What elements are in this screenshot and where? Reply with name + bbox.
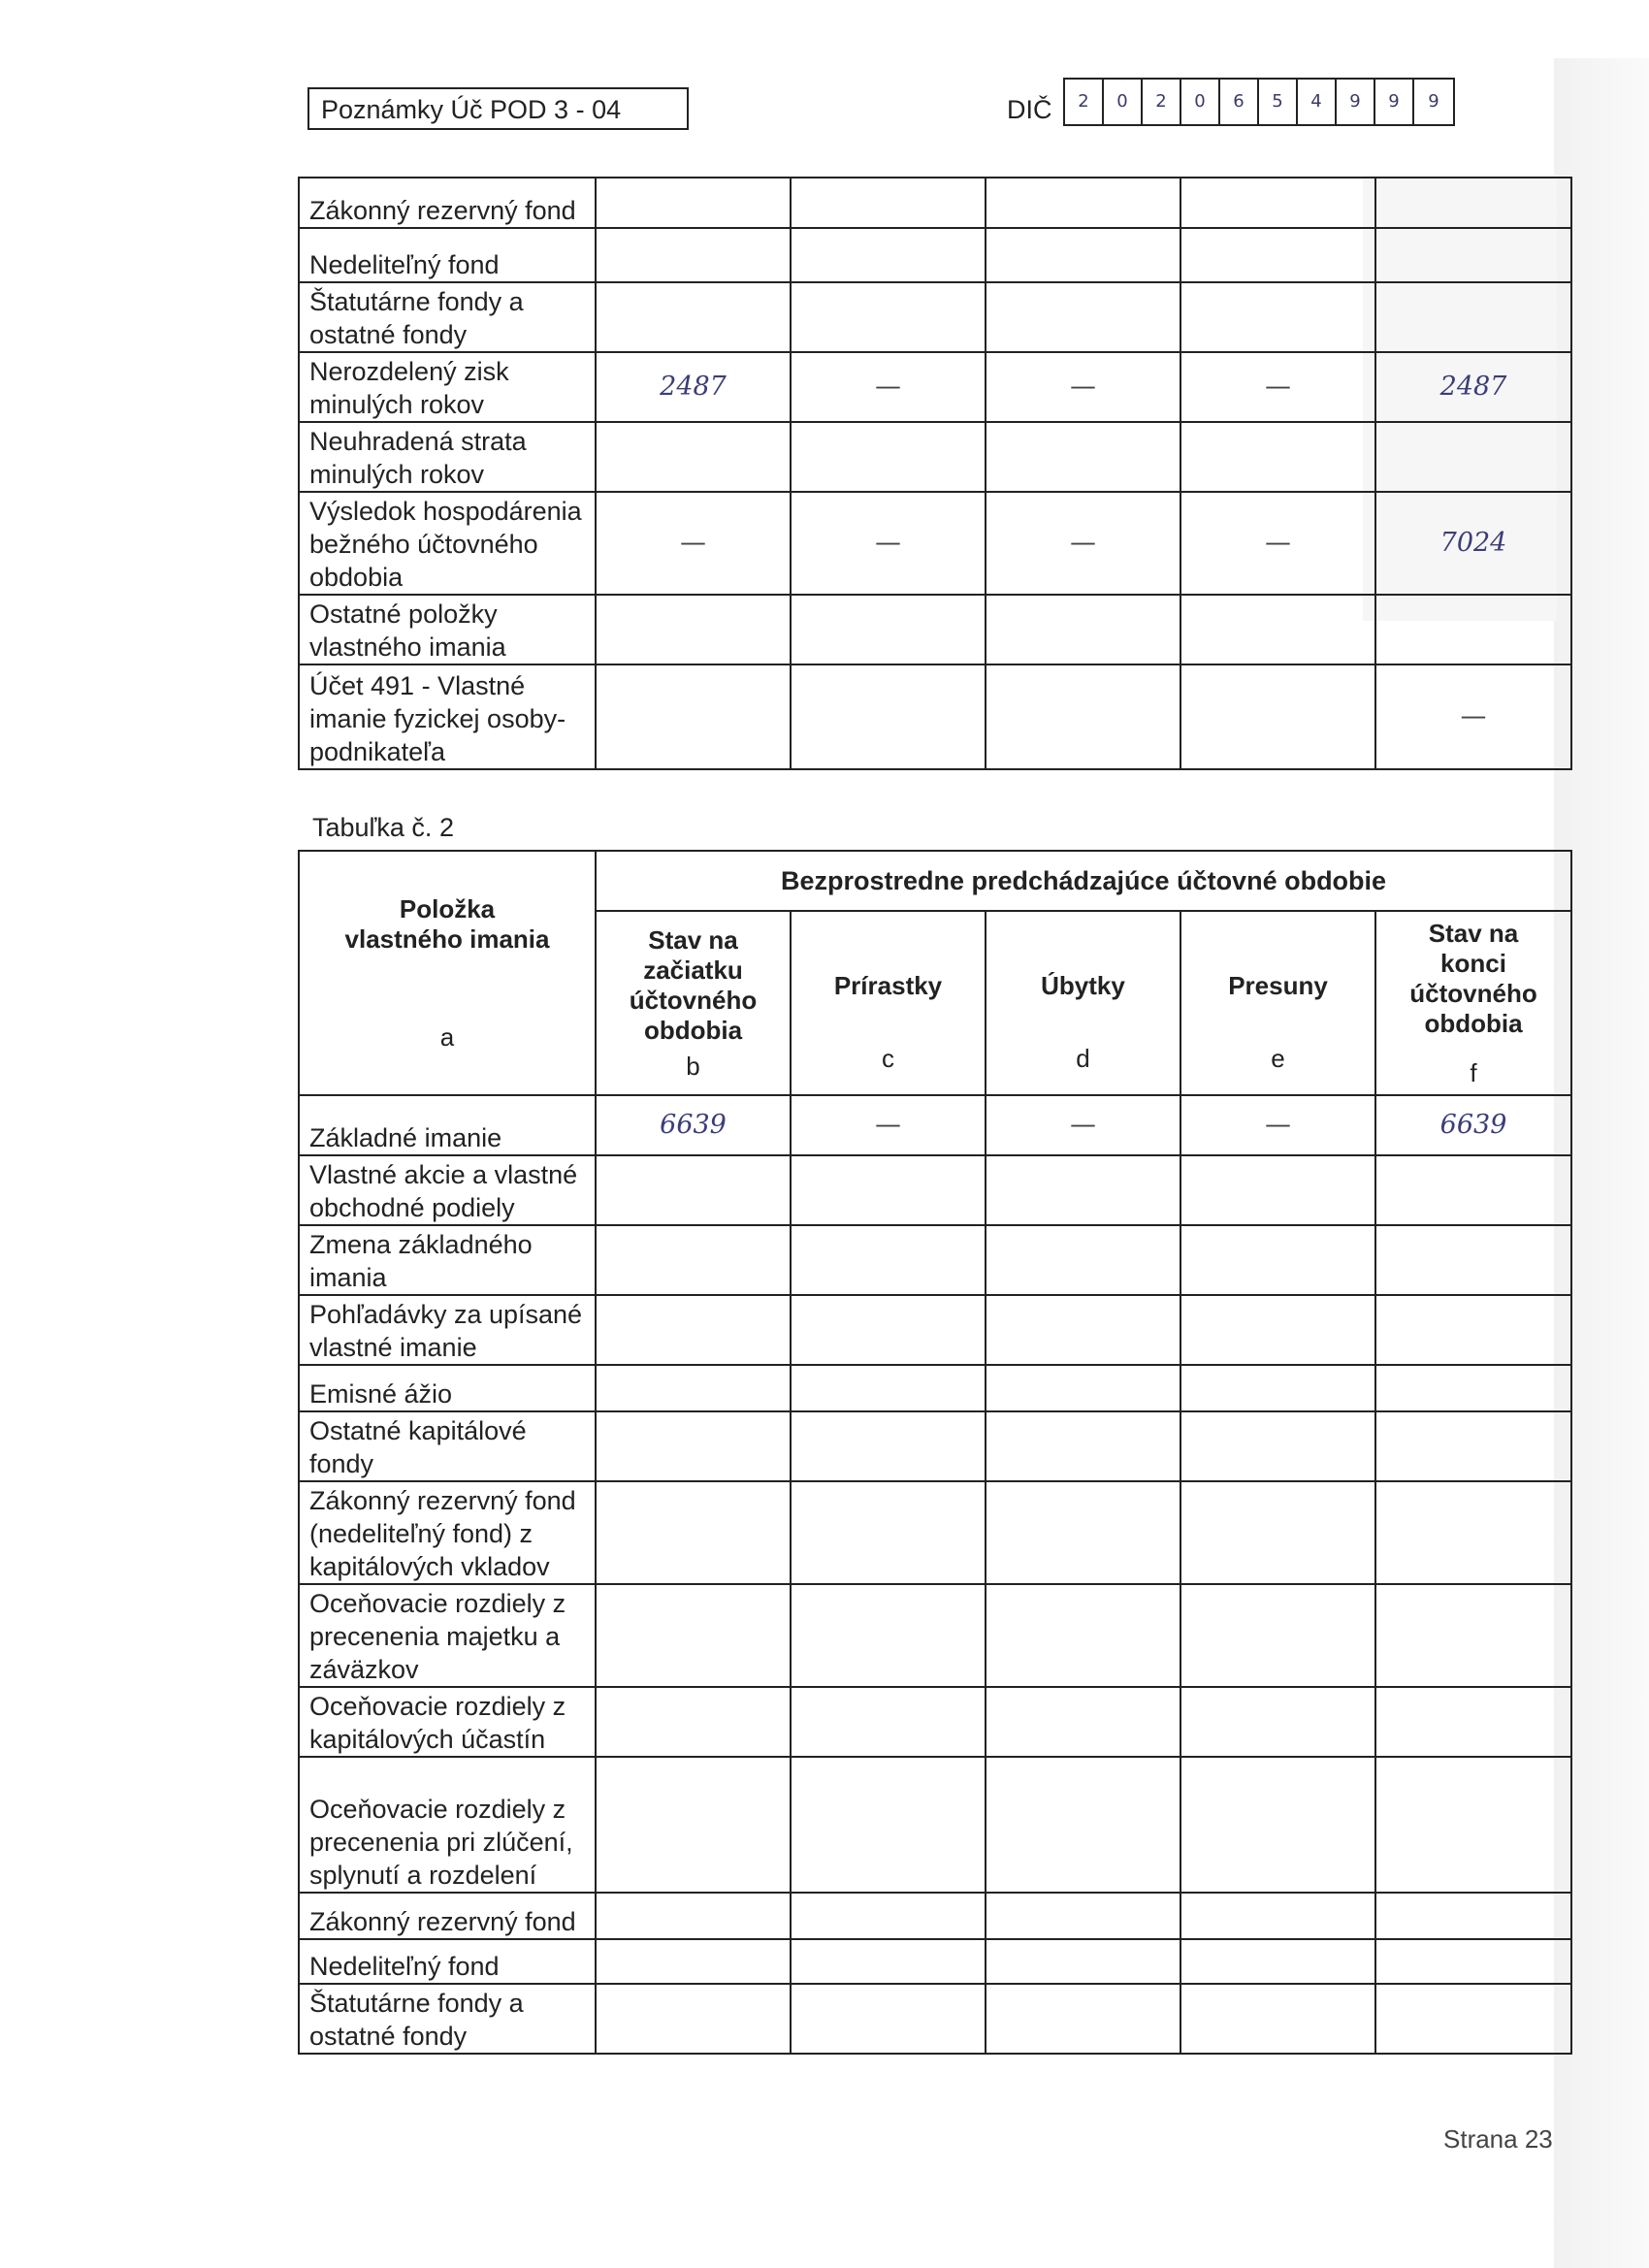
table-header-row [299, 851, 1571, 911]
value-cell[interactable] [596, 1939, 791, 1984]
value-cell[interactable] [791, 422, 986, 492]
value-cell[interactable] [986, 1481, 1180, 1584]
row-label: Výsledok hospodárenia bežného účtovného obdobia [299, 492, 596, 595]
handwritten-dash[interactable]: — [791, 352, 986, 422]
value-cell[interactable] [1375, 1295, 1571, 1365]
handwritten-dash[interactable]: — [1375, 664, 1571, 769]
dic-digit[interactable]: 4 [1298, 80, 1337, 124]
row-label: Oceňovacie rozdiely z kapitálových účastín [299, 1687, 596, 1757]
value-cell[interactable] [1180, 422, 1375, 492]
value-cell[interactable] [1375, 595, 1571, 664]
column-header-reductions [986, 911, 1180, 1095]
value-cell[interactable] [1375, 1757, 1571, 1893]
table-row [299, 492, 1571, 595]
value-cell[interactable] [986, 1687, 1180, 1757]
value-cell[interactable] [1375, 1939, 1571, 1984]
row-label: Neuhradená strata minulých rokov [299, 422, 596, 492]
table-row [299, 1365, 1571, 1411]
row-label: Nedeliteľný fond [299, 1939, 596, 1984]
dic-digit[interactable]: 2 [1065, 80, 1104, 124]
value-cell[interactable] [1180, 1757, 1375, 1893]
column-header-end [1375, 911, 1571, 1095]
table-row [299, 1481, 1571, 1584]
column-letter: e [1271, 1044, 1285, 1073]
value-cell[interactable] [791, 664, 986, 769]
value-cell[interactable] [1180, 1687, 1375, 1757]
value-cell[interactable] [791, 1939, 986, 1984]
value-cell[interactable] [1375, 178, 1571, 228]
row-label: Zákonný rezervný fond (nedeliteľný fond) z kapitálových vkladov [299, 1481, 596, 1584]
table-row [299, 178, 1571, 228]
value-cell[interactable] [596, 1687, 791, 1757]
column-letter: c [882, 1044, 894, 1073]
table-row [299, 282, 1571, 352]
item-header-label: Položka vlastného imania [344, 893, 550, 954]
value-cell[interactable] [1180, 1365, 1375, 1411]
value-cell[interactable] [1375, 1365, 1571, 1411]
dic-digit[interactable]: 9 [1375, 80, 1414, 124]
row-label: Zákonný rezervný fond [299, 178, 596, 228]
value-cell[interactable] [1180, 664, 1375, 769]
row-label: Ostatné položky vlastného imania [299, 595, 596, 664]
handwritten-value[interactable]: 6639 [1375, 1095, 1571, 1155]
value-cell[interactable] [986, 1411, 1180, 1481]
value-cell[interactable] [791, 1411, 986, 1481]
value-cell[interactable] [1180, 1295, 1375, 1365]
value-cell[interactable] [1180, 595, 1375, 664]
page-number: Strana 23 [1443, 2124, 1553, 2154]
column-letter: b [686, 1051, 700, 1081]
column-header-additions [791, 911, 986, 1095]
value-cell[interactable] [1375, 422, 1571, 492]
value-cell[interactable] [1375, 1984, 1571, 2054]
value-cell[interactable] [1180, 1939, 1375, 1984]
equity-table-continued [298, 177, 1572, 770]
value-cell[interactable] [791, 1365, 986, 1411]
value-cell[interactable] [986, 664, 1180, 769]
handwritten-value[interactable]: 7024 [1375, 492, 1571, 595]
value-cell[interactable] [596, 1893, 791, 1939]
value-cell[interactable] [1375, 228, 1571, 282]
value-cell[interactable] [986, 1365, 1180, 1411]
column-letter: a [439, 1021, 455, 1052]
column-header-label: Úbytky [1041, 971, 1125, 1000]
value-cell[interactable] [986, 595, 1180, 664]
value-cell[interactable] [1180, 1584, 1375, 1687]
handwritten-dash[interactable]: — [1180, 492, 1375, 595]
table-row [299, 1295, 1571, 1365]
handwritten-dash[interactable]: — [986, 352, 1180, 422]
value-cell[interactable] [1180, 1225, 1375, 1295]
table-row [299, 1687, 1571, 1757]
table-row [299, 352, 1571, 422]
value-cell[interactable] [1180, 1984, 1375, 2054]
value-cell[interactable] [596, 595, 791, 664]
value-cell[interactable] [596, 1295, 791, 1365]
value-cell[interactable] [986, 1225, 1180, 1295]
table-row [299, 1411, 1571, 1481]
dic-digit[interactable]: 0 [1181, 80, 1220, 124]
value-cell[interactable] [791, 282, 986, 352]
handwritten-dash[interactable]: — [1180, 352, 1375, 422]
value-cell[interactable] [791, 1687, 986, 1757]
value-cell[interactable] [986, 1984, 1180, 2054]
handwritten-dash[interactable]: — [596, 492, 791, 595]
column-header-label: Stav na začiatku účtovného obdobia [629, 924, 758, 1045]
dic-digit[interactable]: 9 [1428, 91, 1439, 112]
handwritten-dash[interactable]: — [986, 492, 1180, 595]
value-cell[interactable] [1375, 1584, 1571, 1687]
value-cell[interactable] [1375, 1893, 1571, 1939]
value-cell[interactable] [1375, 1687, 1571, 1757]
value-cell[interactable] [596, 1984, 791, 2054]
dic-digit[interactable]: 5 [1259, 80, 1298, 124]
row-label: Zmena základného imania [299, 1225, 596, 1295]
table-row [299, 664, 1571, 769]
column-header-label: Prírastky [833, 971, 943, 1000]
row-label: Vlastné akcie a vlastné obchodné podiely [299, 1155, 596, 1225]
item-column-header [299, 851, 596, 1095]
value-cell[interactable] [791, 178, 986, 228]
column-header-label: Presuny [1228, 971, 1328, 1000]
value-cell[interactable] [791, 1155, 986, 1225]
column-letter: f [1470, 1057, 1477, 1087]
value-cell[interactable] [596, 422, 791, 492]
value-cell[interactable] [791, 1984, 986, 2054]
value-cell[interactable] [596, 1155, 791, 1225]
table-row [299, 1893, 1571, 1939]
value-cell[interactable] [986, 1939, 1180, 1984]
value-cell[interactable] [791, 1893, 986, 1939]
value-cell[interactable] [986, 1757, 1180, 1893]
value-cell[interactable] [1375, 282, 1571, 352]
value-cell[interactable] [596, 1365, 791, 1411]
handwritten-dash[interactable]: — [1180, 1095, 1375, 1155]
row-label: Štatutárne fondy a ostatné fondy [299, 1984, 596, 2054]
value-cell[interactable] [1180, 1893, 1375, 1939]
table-row [299, 1939, 1571, 1984]
handwritten-value[interactable]: 6639 [596, 1095, 791, 1155]
row-label: Emisné ážio [299, 1365, 596, 1411]
row-label: Štatutárne fondy a ostatné fondy [299, 282, 596, 352]
value-cell[interactable] [1180, 1155, 1375, 1225]
value-cell[interactable] [596, 1225, 791, 1295]
value-cell[interactable] [791, 595, 986, 664]
dic-digit[interactable]: 0 [1104, 80, 1143, 124]
value-cell[interactable] [1180, 1411, 1375, 1481]
handwritten-dash[interactable]: — [791, 1095, 986, 1155]
column-header-start [596, 911, 791, 1095]
column-header-transfers [1180, 911, 1375, 1095]
dic-digit[interactable]: 2 [1143, 80, 1181, 124]
table-row [299, 1225, 1571, 1295]
value-cell[interactable] [986, 1295, 1180, 1365]
table-row [299, 1584, 1571, 1687]
value-cell[interactable] [1180, 178, 1375, 228]
value-cell[interactable] [791, 1225, 986, 1295]
value-cell[interactable] [986, 1155, 1180, 1225]
row-label: Zákonný rezervný fond [299, 1893, 596, 1939]
row-label: Oceňovacie rozdiely z precenenia majetku a záväzkov [299, 1584, 596, 1687]
value-cell[interactable] [986, 228, 1180, 282]
table-row [299, 1984, 1571, 2054]
value-cell[interactable] [596, 228, 791, 282]
value-cell[interactable] [596, 1584, 791, 1687]
value-cell[interactable] [1375, 1411, 1571, 1481]
dic-digit-boxes [1063, 78, 1455, 126]
value-cell[interactable] [596, 664, 791, 769]
table-row [299, 422, 1571, 492]
value-cell[interactable] [596, 282, 791, 352]
handwritten-value[interactable]: 2487 [596, 352, 791, 422]
value-cell[interactable] [791, 1295, 986, 1365]
equity-changes-table [298, 850, 1572, 2055]
table-caption: Tabuľka č. 2 [312, 813, 454, 842]
value-cell[interactable] [596, 1757, 791, 1893]
value-cell[interactable] [1180, 228, 1375, 282]
row-label: Nerozdelený zisk minulých rokov [299, 352, 596, 422]
handwritten-dash[interactable]: — [986, 1095, 1180, 1155]
row-label: Účet 491 - Vlastné imanie fyzickej osoby-podnikateľa [299, 664, 596, 769]
dic-digit[interactable]: 9 [1337, 80, 1375, 124]
value-cell[interactable] [1375, 1155, 1571, 1225]
column-header-label: Stav na konci účtovného obdobia [1409, 918, 1537, 1038]
value-cell[interactable] [1375, 1225, 1571, 1295]
value-cell[interactable] [791, 1481, 986, 1584]
value-cell[interactable] [596, 1481, 791, 1584]
value-cell[interactable] [986, 178, 1180, 228]
value-cell[interactable] [1180, 282, 1375, 352]
value-cell[interactable] [596, 178, 791, 228]
dic-digit[interactable]: 6 [1220, 80, 1259, 124]
value-cell[interactable] [986, 1893, 1180, 1939]
period-header: Bezprostredne predchádzajúce účtovné obdobie [596, 851, 1571, 911]
row-label: Ostatné kapitálové fondy [299, 1411, 596, 1481]
value-cell[interactable] [791, 1757, 986, 1893]
value-cell[interactable] [986, 422, 1180, 492]
table-row [299, 1095, 1571, 1155]
form-title: Poznámky Úč POD 3 - 04 [307, 87, 689, 130]
table-row [299, 595, 1571, 664]
row-label: Nedeliteľný fond [299, 228, 596, 282]
handwritten-dash[interactable]: — [791, 492, 986, 595]
table-row [299, 1757, 1571, 1893]
value-cell[interactable] [791, 1584, 986, 1687]
value-cell[interactable] [1375, 1481, 1571, 1584]
table-row [299, 228, 1571, 282]
value-cell[interactable] [596, 1411, 791, 1481]
column-letter: d [1076, 1044, 1090, 1073]
value-cell[interactable] [791, 228, 986, 282]
value-cell[interactable] [986, 1584, 1180, 1687]
dic-label: DIČ [1007, 95, 1052, 124]
row-label: Základné imanie [299, 1095, 596, 1155]
value-cell[interactable] [1180, 1481, 1375, 1584]
row-label: Oceňovacie rozdiely z precenenia pri zlúčení, splynutí a rozdelení [299, 1757, 596, 1893]
value-cell[interactable] [986, 282, 1180, 352]
handwritten-value[interactable]: 2487 [1375, 352, 1571, 422]
row-label: Pohľadávky za upísané vlastné imanie [299, 1295, 596, 1365]
table-row [299, 1155, 1571, 1225]
